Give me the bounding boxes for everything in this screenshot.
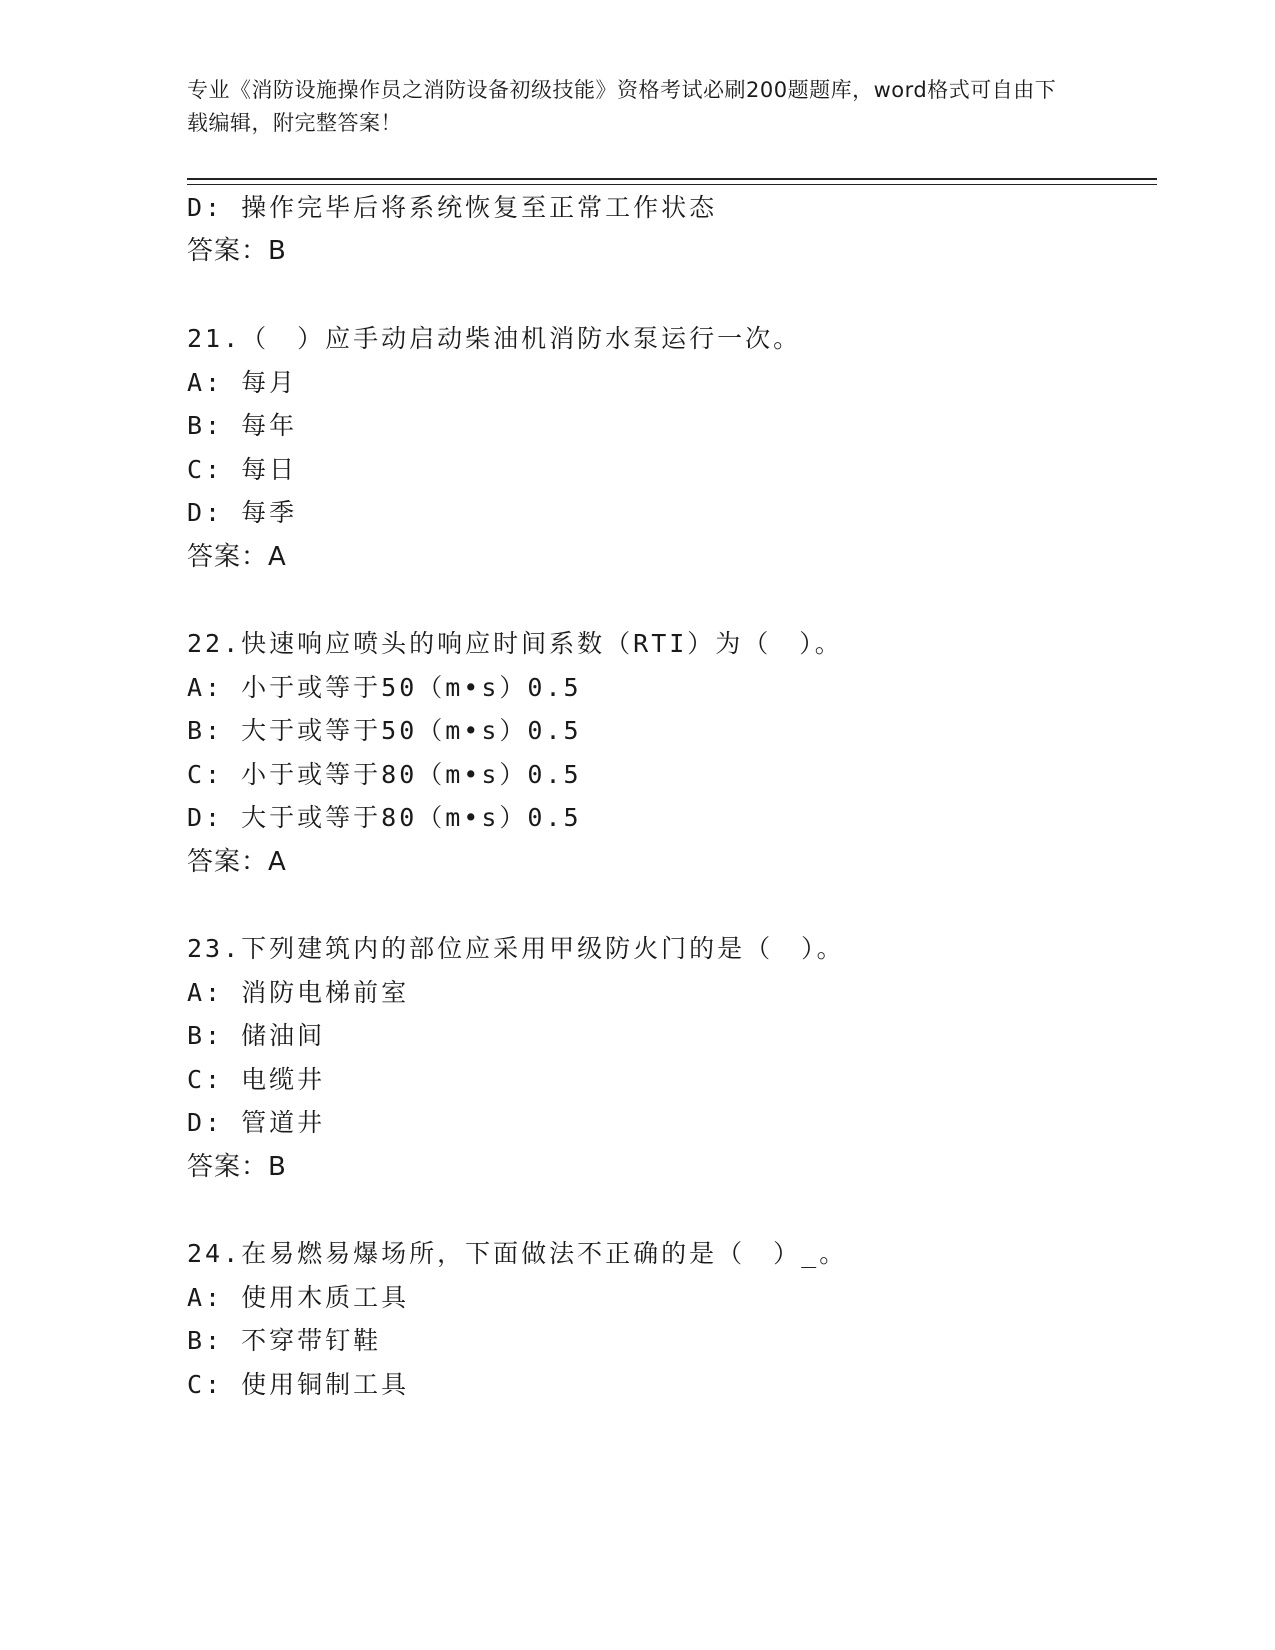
q21-option-d: D: 每季 xyxy=(187,498,298,527)
header-divider-thick xyxy=(187,178,1157,180)
question-24: 24.在易燃易爆场所，下面做法不正确的是（ ）_。 xyxy=(187,1239,848,1268)
q22-option-b: B: 大于或等于50（m•s）0.5 xyxy=(187,716,582,745)
q24-option-c: C: 使用铜制工具 xyxy=(187,1370,410,1399)
q23-option-d: D: 管道井 xyxy=(187,1108,326,1137)
q22-option-a: A: 小于或等于50（m•s）0.5 xyxy=(187,673,582,702)
q24-option-b: B: 不穿带钉鞋 xyxy=(187,1326,382,1355)
question-23: 23.下列建筑内的部位应采用甲级防火门的是（ ）。 xyxy=(187,934,845,963)
q24-option-a: A: 使用木质工具 xyxy=(187,1283,410,1312)
q23-option-b: B: 储油间 xyxy=(187,1021,326,1050)
q21-option-a: A: 每月 xyxy=(187,368,298,397)
answer-prev: 答案：B xyxy=(187,236,287,266)
header-divider-thin xyxy=(187,184,1157,185)
q22-answer: 答案：A xyxy=(187,847,287,877)
document-header: 专业《消防设施操作员之消防设备初级技能》资格考试必刷200题题库，word格式可自由下载编辑，附完整答案！ xyxy=(187,78,1057,135)
q22-option-c: C: 小于或等于80（m•s）0.5 xyxy=(187,760,582,789)
q21-answer: 答案：A xyxy=(187,542,287,572)
question-21: 21.（ ）应手动启动柴油机消防水泵运行一次。 xyxy=(187,324,802,353)
q21-option-b: B: 每年 xyxy=(187,411,298,440)
q23-option-a: A: 消防电梯前室 xyxy=(187,978,410,1007)
q23-answer: 答案：B xyxy=(187,1152,287,1182)
question-22: 22.快速响应喷头的响应时间系数（RTI）为（ ）。 xyxy=(187,629,843,658)
q23-option-c: C: 电缆井 xyxy=(187,1065,326,1094)
q21-option-c: C: 每日 xyxy=(187,455,298,484)
option-d-prev: D: 操作完毕后将系统恢复至正常工作状态 xyxy=(187,193,718,222)
q22-option-d: D: 大于或等于80（m•s）0.5 xyxy=(187,803,582,832)
